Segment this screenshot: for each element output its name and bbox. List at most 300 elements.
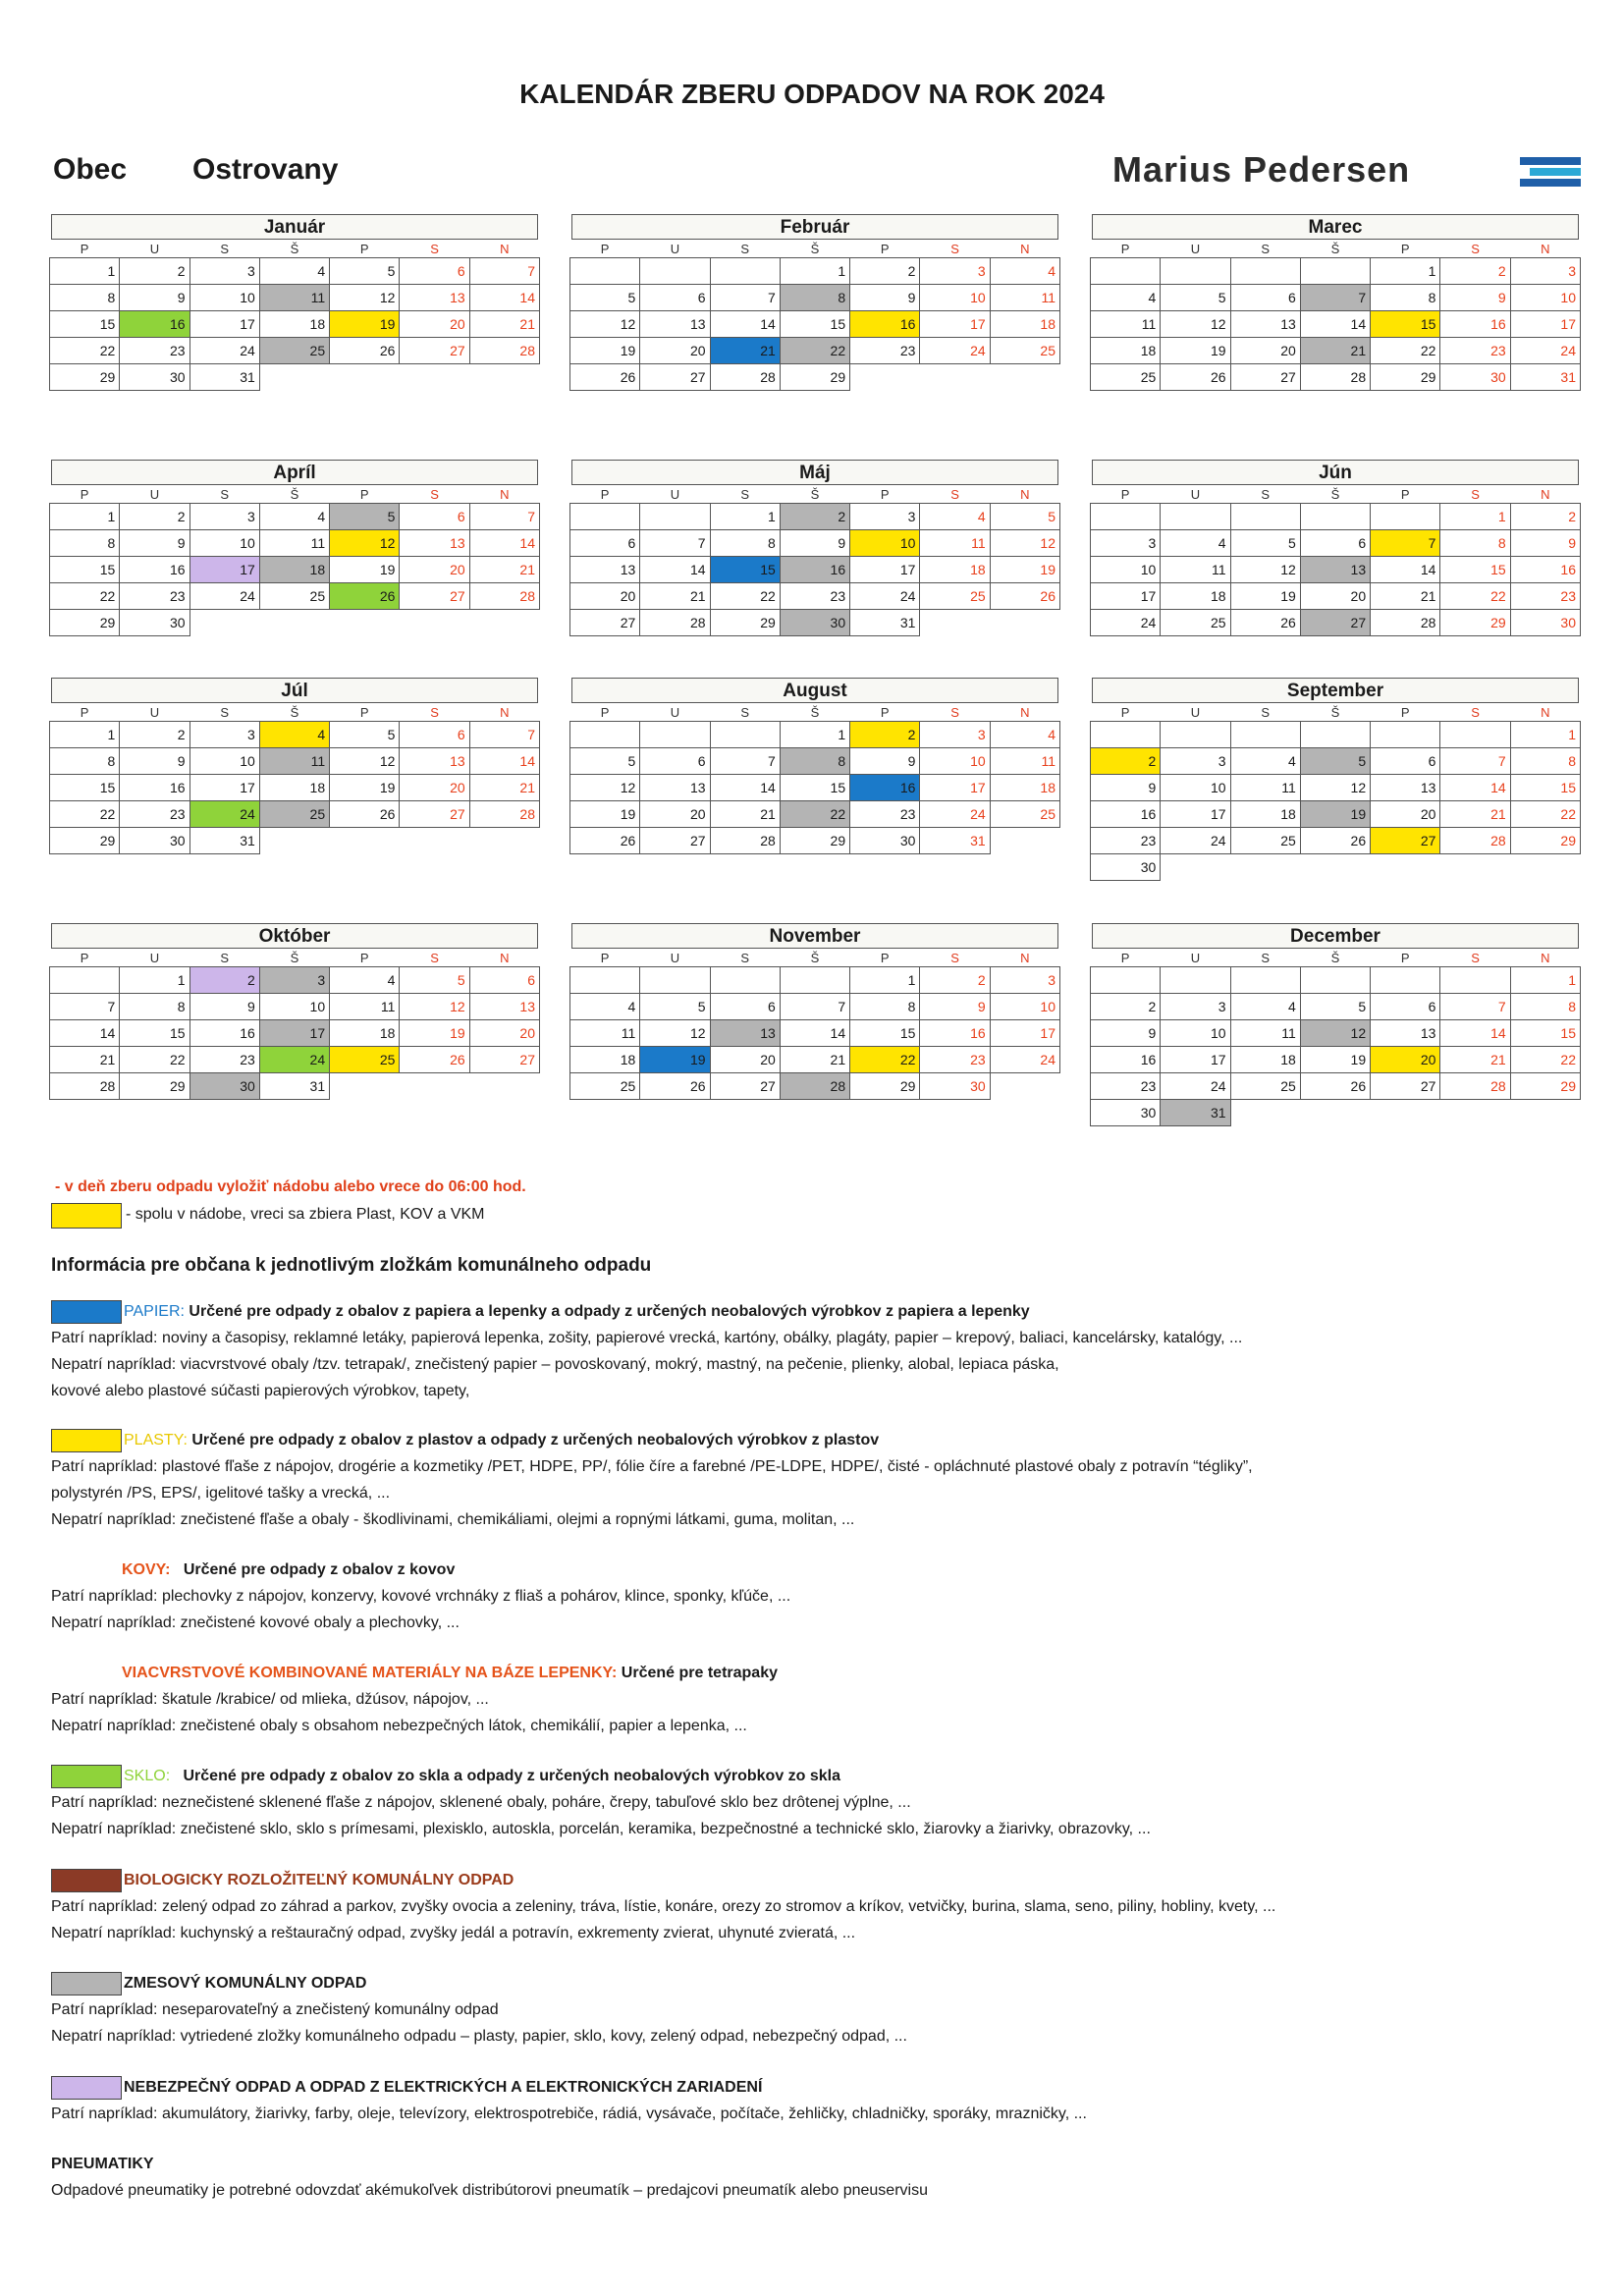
day-cell: 17 xyxy=(1510,311,1580,338)
day-cell: 23 xyxy=(1440,338,1510,364)
day-cell: 17 xyxy=(189,557,259,583)
day-cell: 3 xyxy=(990,967,1059,994)
month-calendar xyxy=(1090,460,1581,636)
day-cell: 13 xyxy=(570,557,640,583)
papier-line: kovové alebo plastové súčasti papierových výrobkov, tapety, xyxy=(51,1383,470,1399)
day-cell: 28 xyxy=(1371,610,1440,636)
weekday-header: U xyxy=(670,241,680,256)
day-cell: 6 xyxy=(1300,530,1370,557)
weekday-header: S xyxy=(1261,950,1271,965)
nebezpecny-label: NEBEZPEČNÝ ODPAD A ODPAD Z ELEKTRICKÝCH A ELEKTRONICKÝCH ZARIADENÍ xyxy=(124,2079,763,2096)
sklo-line: Patrí napríklad: neznečistené sklenené fľaše z nápojov, sklenené obaly, poháre, črepy, tabuľové sklo bez drôtenej výplne, ... xyxy=(51,1794,911,1811)
day-cell: 19 xyxy=(1161,338,1230,364)
company-logo-icon xyxy=(1520,157,1581,187)
weekday-header: Š xyxy=(290,241,299,256)
section-plasty xyxy=(51,1427,1583,1533)
day-cell: 12 xyxy=(570,775,640,801)
day-cell: 2 xyxy=(120,722,189,748)
month-name: Marec xyxy=(1092,214,1579,240)
month-calendar xyxy=(49,214,540,391)
day-cell: 11 xyxy=(990,748,1059,775)
day-cell: 20 xyxy=(1371,1047,1440,1073)
day-cell: 16 xyxy=(850,775,920,801)
day-cell: 11 xyxy=(1091,311,1161,338)
day-cell: 18 xyxy=(330,1020,400,1047)
day-cell: 6 xyxy=(400,722,469,748)
day-cell: 7 xyxy=(1440,994,1510,1020)
weekday-header: P xyxy=(600,486,610,502)
day-cell: 7 xyxy=(640,530,710,557)
weekday-header: S xyxy=(1471,704,1480,720)
day-cell: 1 xyxy=(780,258,849,285)
day-cell: 12 xyxy=(990,530,1059,557)
weekday-header: P xyxy=(880,486,890,502)
weekday-header: P xyxy=(600,704,610,720)
day-cell: 26 xyxy=(1300,1073,1370,1100)
day-cell: 18 xyxy=(1161,583,1230,610)
day-cell: 13 xyxy=(400,748,469,775)
empty-day-cell xyxy=(640,258,710,285)
empty-day-cell xyxy=(1510,1100,1580,1126)
day-cell: 3 xyxy=(920,722,990,748)
day-cell: 29 xyxy=(120,1073,189,1100)
day-cell: 29 xyxy=(50,364,120,391)
month-name: Február xyxy=(571,214,1058,240)
day-cell: 13 xyxy=(1300,557,1370,583)
pneumatiky-line: Odpadové pneumatiky je potrebné odovzdať akémukoľvek distribútorovi pneumatík – predajcovi pneumatík alebo pneuservisu xyxy=(51,2182,928,2199)
day-cell: 12 xyxy=(1161,311,1230,338)
day-cell: 28 xyxy=(710,828,780,854)
empty-day-cell xyxy=(1091,967,1161,994)
plasty-label: PLASTY: xyxy=(124,1432,188,1449)
weekday-header: U xyxy=(1190,241,1201,256)
weekday-header: N xyxy=(500,241,510,256)
weekday-header: P xyxy=(880,950,890,965)
obec-label: Obec xyxy=(53,153,128,186)
weekday-header: S xyxy=(950,704,959,720)
day-cell: 25 xyxy=(1230,828,1300,854)
day-cell: 17 xyxy=(189,775,259,801)
weekday-header: Š xyxy=(290,486,299,502)
day-cell: 9 xyxy=(1440,285,1510,311)
day-cell: 13 xyxy=(640,775,710,801)
day-cell: 5 xyxy=(1300,748,1370,775)
day-cell: 26 xyxy=(330,801,400,828)
weekday-header: U xyxy=(670,486,680,502)
day-cell: 28 xyxy=(469,801,539,828)
day-cell: 21 xyxy=(50,1047,120,1073)
weekday-header: P xyxy=(359,950,369,965)
day-cell: 9 xyxy=(780,530,849,557)
vkm-label: VIACVRSTVOVÉ KOMBINOVANÉ MATERIÁLY NA BÁZE LEPENKY: xyxy=(122,1665,618,1681)
day-cell: 24 xyxy=(920,801,990,828)
day-cell: 25 xyxy=(259,801,329,828)
weekday-header: P xyxy=(880,241,890,256)
day-cell: 12 xyxy=(330,285,400,311)
weekday-header: S xyxy=(950,950,959,965)
weekday-header: S xyxy=(740,241,750,256)
day-cell: 17 xyxy=(259,1020,329,1047)
section-vkm xyxy=(51,1660,1583,1739)
day-cell: 30 xyxy=(780,610,849,636)
pneumatiky-label: PNEUMATIKY xyxy=(51,2156,154,2172)
day-cell: 12 xyxy=(640,1020,710,1047)
day-cell: 7 xyxy=(1300,285,1370,311)
day-cell: 26 xyxy=(330,338,400,364)
empty-day-cell xyxy=(330,364,400,391)
day-cell: 15 xyxy=(120,1020,189,1047)
weekday-header: S xyxy=(740,950,750,965)
day-cell: 23 xyxy=(189,1047,259,1073)
day-cell: 21 xyxy=(1440,1047,1510,1073)
empty-day-cell xyxy=(710,722,780,748)
day-cell: 2 xyxy=(120,504,189,530)
day-cell: 2 xyxy=(1510,504,1580,530)
day-cell: 18 xyxy=(1230,1047,1300,1073)
weekday-header: U xyxy=(149,486,160,502)
day-cell: 19 xyxy=(990,557,1059,583)
day-cell: 17 xyxy=(990,1020,1059,1047)
day-cell: 29 xyxy=(1510,828,1580,854)
day-cell: 31 xyxy=(850,610,920,636)
weekday-header: P xyxy=(880,704,890,720)
day-cell: 15 xyxy=(50,775,120,801)
section-nebezpecny xyxy=(51,2074,1583,2127)
empty-day-cell xyxy=(469,610,539,636)
day-cell: 29 xyxy=(780,828,849,854)
day-cell: 17 xyxy=(920,311,990,338)
weekday-header: S xyxy=(430,486,439,502)
weekday-header: P xyxy=(359,704,369,720)
day-cell: 13 xyxy=(710,1020,780,1047)
day-cell: 24 xyxy=(259,1047,329,1073)
day-cell: 23 xyxy=(1091,1073,1161,1100)
empty-day-cell xyxy=(1230,504,1300,530)
sklo-heading: Určené pre odpady z obalov zo skla a odpady z určených neobalových výrobkov zo skla xyxy=(183,1768,841,1784)
day-cell: 28 xyxy=(1440,1073,1510,1100)
day-cell: 10 xyxy=(1161,1020,1230,1047)
day-cell: 15 xyxy=(50,311,120,338)
day-cell: 4 xyxy=(1230,748,1300,775)
day-cell: 12 xyxy=(330,530,400,557)
day-cell: 9 xyxy=(120,748,189,775)
day-cell: 28 xyxy=(469,338,539,364)
day-cell: 3 xyxy=(189,258,259,285)
empty-day-cell xyxy=(400,610,469,636)
day-cell: 16 xyxy=(1091,1047,1161,1073)
empty-day-cell xyxy=(259,364,329,391)
empty-day-cell xyxy=(259,828,329,854)
day-cell: 11 xyxy=(259,285,329,311)
day-cell: 16 xyxy=(1440,311,1510,338)
day-cell: 2 xyxy=(1091,994,1161,1020)
weekday-header: S xyxy=(220,241,230,256)
day-cell: 21 xyxy=(469,775,539,801)
day-cell: 16 xyxy=(120,557,189,583)
empty-day-cell xyxy=(1371,722,1440,748)
day-cell: 14 xyxy=(1300,311,1370,338)
day-cell: 26 xyxy=(330,583,400,610)
day-cell: 14 xyxy=(1371,557,1440,583)
day-cell: 30 xyxy=(1510,610,1580,636)
papier-label: PAPIER: xyxy=(124,1303,185,1320)
day-cell: 30 xyxy=(850,828,920,854)
day-cell: 23 xyxy=(120,338,189,364)
empty-day-cell xyxy=(1440,722,1510,748)
day-cell: 30 xyxy=(120,828,189,854)
day-cell: 24 xyxy=(1510,338,1580,364)
brand-name: Marius Pedersen xyxy=(1112,149,1411,190)
day-cell: 1 xyxy=(50,258,120,285)
day-cell: 19 xyxy=(1300,1047,1370,1073)
day-cell: 21 xyxy=(469,557,539,583)
empty-day-cell xyxy=(1371,967,1440,994)
day-cell: 11 xyxy=(1230,775,1300,801)
empty-day-cell xyxy=(1230,722,1300,748)
day-cell: 4 xyxy=(1161,530,1230,557)
day-cell: 30 xyxy=(120,364,189,391)
empty-day-cell xyxy=(1161,854,1230,881)
day-cell: 4 xyxy=(570,994,640,1020)
empty-day-cell xyxy=(570,504,640,530)
day-cell: 27 xyxy=(710,1073,780,1100)
day-cell: 6 xyxy=(640,285,710,311)
weekday-header: P xyxy=(1120,950,1130,965)
weekday-header: P xyxy=(1120,486,1130,502)
day-cell: 29 xyxy=(1440,610,1510,636)
day-cell: 12 xyxy=(570,311,640,338)
day-cell: 24 xyxy=(850,583,920,610)
day-cell: 20 xyxy=(710,1047,780,1073)
month-calendar xyxy=(49,923,540,1100)
day-cell: 9 xyxy=(850,285,920,311)
collection-time-note: - v deň zberu odpadu vyložiť nádobu alebo vrece do 06:00 hod. xyxy=(55,1178,526,1195)
day-cell: 9 xyxy=(1091,775,1161,801)
day-cell: 14 xyxy=(640,557,710,583)
day-cell: 25 xyxy=(259,338,329,364)
day-cell: 20 xyxy=(1230,338,1300,364)
bio-line: Nepatrí napríklad: kuchynský a reštauračný odpad, zvyšky jedál a potravín, exkrementy zvierat, uhynuté zvieratá, ... xyxy=(51,1925,856,1941)
weekday-header: U xyxy=(149,950,160,965)
day-cell: 16 xyxy=(120,775,189,801)
day-cell: 13 xyxy=(1371,1020,1440,1047)
weekday-header: P xyxy=(600,950,610,965)
sklo-swatch xyxy=(51,1765,122,1788)
day-cell: 1 xyxy=(1440,504,1510,530)
month-calendar xyxy=(569,214,1060,391)
day-cell: 29 xyxy=(1510,1073,1580,1100)
day-cell: 8 xyxy=(50,285,120,311)
day-cell: 7 xyxy=(469,258,539,285)
weekday-header: P xyxy=(600,241,610,256)
day-cell: 12 xyxy=(400,994,469,1020)
day-cell: 7 xyxy=(1371,530,1440,557)
day-cell: 4 xyxy=(259,258,329,285)
day-cell: 11 xyxy=(920,530,990,557)
day-cell: 27 xyxy=(640,364,710,391)
plasty-line: Nepatrí napríklad: znečistené fľaše a obaly - škodlivinami, chemikáliami, olejmi a ropnými látkami, guma, molitan, ... xyxy=(51,1511,855,1528)
empty-day-cell xyxy=(469,1073,539,1100)
day-cell: 25 xyxy=(259,583,329,610)
day-cell: 26 xyxy=(1230,610,1300,636)
day-cell: 21 xyxy=(1300,338,1370,364)
day-cell: 17 xyxy=(850,557,920,583)
day-cell: 27 xyxy=(400,583,469,610)
day-cell: 7 xyxy=(469,504,539,530)
day-cell: 26 xyxy=(990,583,1059,610)
day-cell: 16 xyxy=(189,1020,259,1047)
day-cell: 27 xyxy=(640,828,710,854)
day-cell: 28 xyxy=(1300,364,1370,391)
day-cell: 8 xyxy=(1371,285,1440,311)
day-cell: 23 xyxy=(1091,828,1161,854)
day-cell: 24 xyxy=(920,338,990,364)
zmesovy-label: ZMESOVÝ KOMUNÁLNY ODPAD xyxy=(124,1975,367,1992)
day-cell: 12 xyxy=(330,748,400,775)
day-cell: 20 xyxy=(1300,583,1370,610)
weekday-header: U xyxy=(1190,486,1201,502)
day-cell: 18 xyxy=(259,557,329,583)
month-name: Jún xyxy=(1092,460,1579,485)
day-cell: 18 xyxy=(259,775,329,801)
day-cell: 31 xyxy=(1510,364,1580,391)
day-cell: 10 xyxy=(990,994,1059,1020)
day-cell: 27 xyxy=(1230,364,1300,391)
weekday-header: N xyxy=(500,486,510,502)
day-cell: 15 xyxy=(1510,1020,1580,1047)
weekday-header: S xyxy=(1261,704,1271,720)
day-cell: 6 xyxy=(400,258,469,285)
weekday-header: U xyxy=(149,241,160,256)
day-cell: 31 xyxy=(1161,1100,1230,1126)
weekday-header: Š xyxy=(1330,241,1340,256)
day-cell: 17 xyxy=(189,311,259,338)
day-cell: 5 xyxy=(640,994,710,1020)
day-cell: 12 xyxy=(1300,775,1370,801)
day-cell: 15 xyxy=(780,311,849,338)
day-cell: 24 xyxy=(189,801,259,828)
day-cell: 8 xyxy=(710,530,780,557)
section-zmesovy xyxy=(51,1970,1583,2050)
day-cell: 27 xyxy=(469,1047,539,1073)
day-cell: 11 xyxy=(1161,557,1230,583)
day-cell: 20 xyxy=(1371,801,1440,828)
day-cell: 6 xyxy=(710,994,780,1020)
empty-day-cell xyxy=(710,258,780,285)
day-cell: 14 xyxy=(710,775,780,801)
day-cell: 18 xyxy=(990,311,1059,338)
day-cell: 8 xyxy=(1440,530,1510,557)
day-cell: 27 xyxy=(1300,610,1370,636)
day-cell: 1 xyxy=(50,722,120,748)
day-cell: 22 xyxy=(50,583,120,610)
day-cell: 3 xyxy=(1510,258,1580,285)
day-cell: 12 xyxy=(1230,557,1300,583)
papier-heading: Určené pre odpady z obalov z papiera a lepenky a odpady z určených neobalových výrobkov z papiera a lepenky xyxy=(189,1303,1030,1320)
day-cell: 21 xyxy=(1371,583,1440,610)
day-cell: 15 xyxy=(850,1020,920,1047)
day-cell: 21 xyxy=(640,583,710,610)
empty-day-cell xyxy=(400,1073,469,1100)
month-name: Október xyxy=(51,923,538,949)
plasty-heading: Určené pre odpady z obalov z plastov a odpady z určených neobalových výrobkov z plastov xyxy=(191,1432,880,1449)
weekday-header: N xyxy=(1020,486,1030,502)
weekday-header: S xyxy=(220,950,230,965)
day-cell: 22 xyxy=(780,801,849,828)
day-cell: 22 xyxy=(1510,801,1580,828)
weekday-header: P xyxy=(1400,950,1410,965)
month-calendar xyxy=(1090,923,1581,1126)
day-cell: 6 xyxy=(400,504,469,530)
kovy-label: KOVY: xyxy=(122,1561,171,1578)
day-cell: 24 xyxy=(1161,828,1230,854)
month-calendar xyxy=(49,678,540,854)
day-cell: 4 xyxy=(990,722,1059,748)
papier-line: Nepatrí napríklad: viacvrstvové obaly /tzv. tetrapak/, znečistený papier – povoskovaný, mokrý, mastný, na pečenie, plienky, alobal, lepiaca páska, xyxy=(51,1356,1059,1373)
day-cell: 29 xyxy=(850,1073,920,1100)
sklo-line: Nepatrí napríklad: znečistené sklo, sklo s prímesami, plexisklo, autoskla, porcelán, keramika, bezpečnostné a technické sklo, žiarovky a žiarivky, obrazovky, ... xyxy=(51,1821,1151,1837)
day-cell: 14 xyxy=(710,311,780,338)
nebezpecny-swatch xyxy=(51,2076,122,2100)
day-cell: 29 xyxy=(780,364,849,391)
weekday-header: P xyxy=(1400,241,1410,256)
month-name: Máj xyxy=(571,460,1058,485)
day-cell: 27 xyxy=(400,801,469,828)
weekday-header: P xyxy=(1120,241,1130,256)
empty-day-cell xyxy=(1300,722,1370,748)
day-cell: 25 xyxy=(330,1047,400,1073)
day-cell: 10 xyxy=(259,994,329,1020)
empty-day-cell xyxy=(1440,967,1510,994)
page-title: KALENDÁR ZBERU ODPADOV NA ROK 2024 xyxy=(519,79,1105,109)
day-cell: 29 xyxy=(50,610,120,636)
month-name: Júl xyxy=(51,678,538,703)
empty-day-cell xyxy=(1371,504,1440,530)
day-cell: 26 xyxy=(400,1047,469,1073)
day-cell: 25 xyxy=(990,338,1059,364)
empty-day-cell xyxy=(1440,854,1510,881)
empty-day-cell xyxy=(990,610,1059,636)
bio-swatch xyxy=(51,1869,122,1892)
weekday-header: U xyxy=(670,704,680,720)
day-cell: 18 xyxy=(1091,338,1161,364)
weekday-header: Š xyxy=(810,704,820,720)
day-cell: 19 xyxy=(330,775,400,801)
day-cell: 31 xyxy=(189,828,259,854)
zmesovy-line: Nepatrí napríklad: vytriedené zložky komunálneho odpadu – plasty, papier, sklo, kovy, zelený odpad, nebezpečný odpad, ... xyxy=(51,2028,907,2045)
day-cell: 10 xyxy=(189,748,259,775)
month-name: Január xyxy=(51,214,538,240)
day-cell: 27 xyxy=(400,338,469,364)
day-cell: 18 xyxy=(259,311,329,338)
weekday-header: U xyxy=(1190,704,1201,720)
day-cell: 26 xyxy=(640,1073,710,1100)
day-cell: 8 xyxy=(120,994,189,1020)
day-cell: 21 xyxy=(1440,801,1510,828)
weekday-header: N xyxy=(1541,486,1550,502)
day-cell: 3 xyxy=(920,258,990,285)
day-cell: 5 xyxy=(1161,285,1230,311)
day-cell: 30 xyxy=(1091,854,1161,881)
empty-day-cell xyxy=(1230,258,1300,285)
month-calendar xyxy=(49,460,540,636)
day-cell: 25 xyxy=(1230,1073,1300,1100)
month-calendar xyxy=(569,460,1060,636)
day-cell: 11 xyxy=(259,530,329,557)
weekday-header: U xyxy=(670,950,680,965)
empty-day-cell xyxy=(1091,258,1161,285)
day-cell: 5 xyxy=(570,285,640,311)
